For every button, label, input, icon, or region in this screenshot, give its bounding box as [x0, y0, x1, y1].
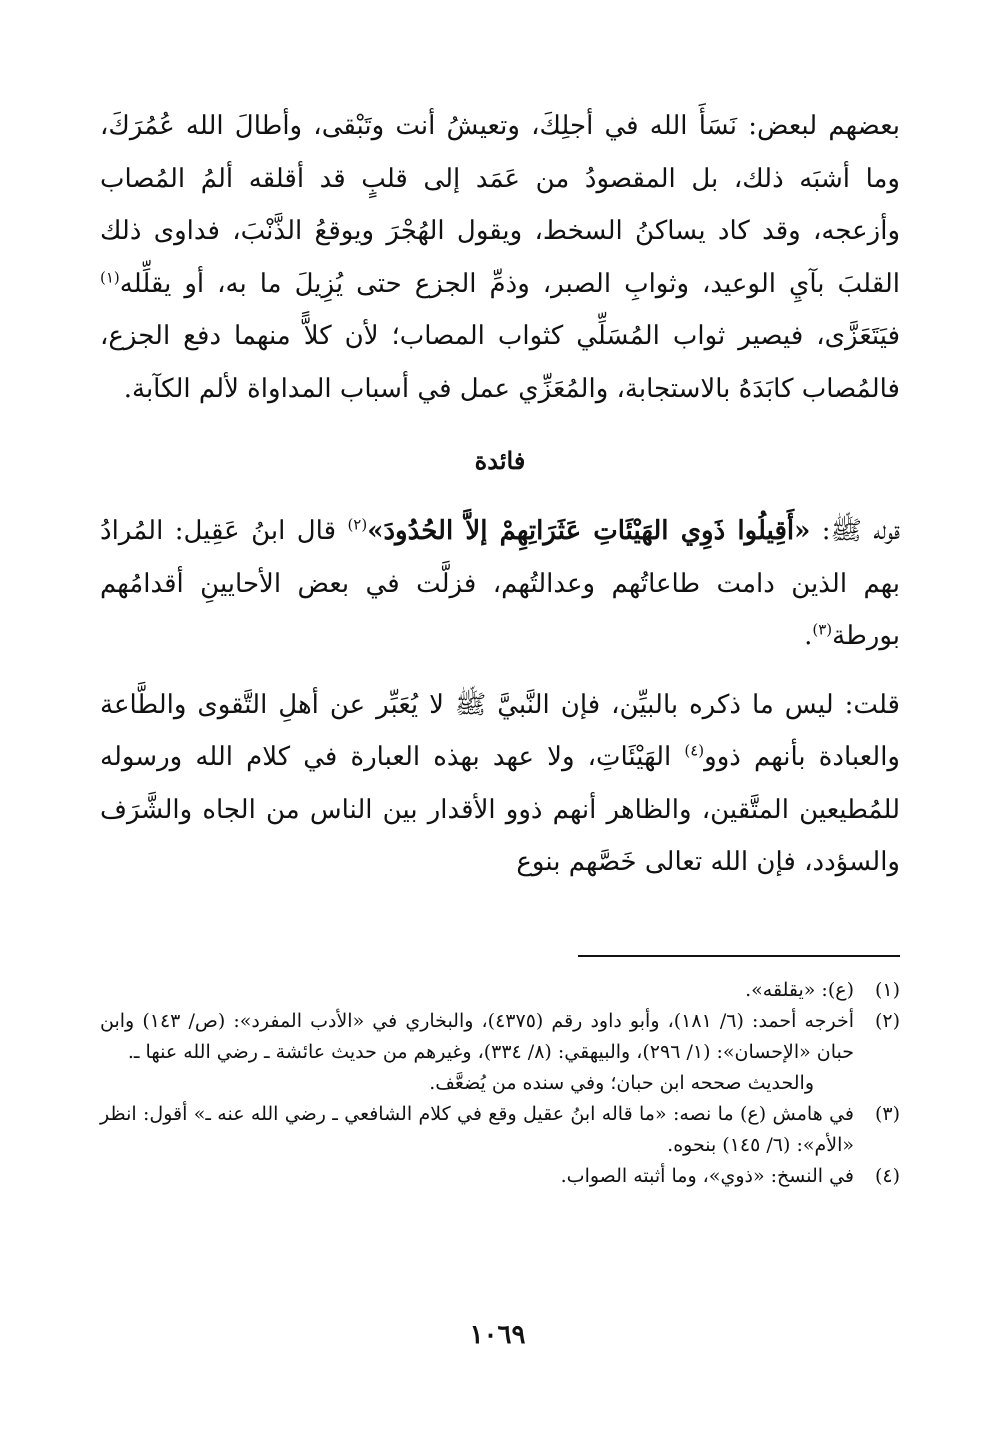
footnote-text	[100, 1161, 854, 1192]
paragraph-2-tail: قال ابنُ عَقِيل: المُرادُ بهم الذين دامت طاعاتُهم وعدالتُهم، فزلَّت في بعض الأحايينِ أقدامُهم بورطة	[100, 516, 900, 651]
paragraph-2	[100, 505, 900, 663]
footnote-number: (٣)	[874, 1103, 900, 1125]
footnote-ref-3[interactable]: (٣)	[812, 620, 833, 639]
footnote-number: (١)	[874, 979, 900, 1001]
body-text	[100, 100, 900, 889]
paragraph-3-tail: الهَيْئَاتِ، ولا عهد بهذه العبارة في كلام الله ورسوله للمُطيعين المتَّقين، والظاهر أنهم ذوو الأقدار بين الناس من الجاه والشَّرَف والسؤدد، فإن الله تعالى خَصَّهم بنوع	[100, 742, 900, 877]
footnote-number: (٢)	[874, 1010, 900, 1032]
paragraph-2-intro: قوله ﷺ:	[810, 516, 900, 546]
footnote-line: (ع): «يقلقه».	[745, 979, 854, 1001]
footnote-text	[100, 1006, 854, 1099]
paragraph-1-tail: فيَتَعَزَّى، فيصير ثواب المُسَلِّي كثواب المصاب؛ لأن كلاًّ منهما دفع الجزع، فالمُصاب كابَدَهُ بالاستجابة، والمُعَزِّي عمل في أسباب المداواة لألم الكآبة.	[100, 321, 900, 404]
footnote-separator	[578, 955, 900, 957]
footnote-line: في هامش (ع) ما نصه: «ما قاله ابنُ عقيل وقع في كلام الشافعي ـ رضي الله عنه ـ» أقول: انظر «الأم»: (٦/ ١٤٥) بنحوه.	[100, 1103, 854, 1156]
footnote-ref-2[interactable]: (٢)	[347, 515, 368, 534]
footnote-2	[100, 1006, 900, 1099]
paragraph-2-end: .	[804, 621, 813, 651]
paragraph-3-text: قلت: ليس ما ذكره بالبيِّن، فإن النَّبيَّ ﷺ لا يُعَبِّر عن أهلِ التَّقوى والطَّاعة والعبادة بأنهم ذوو	[100, 689, 900, 772]
footnote-line: في النسخ: «ذوي»، وما أثبته الصواب.	[560, 1165, 854, 1187]
section-heading: فائدة	[474, 446, 526, 475]
paragraph-3	[100, 679, 900, 889]
footnote-text	[100, 1099, 854, 1161]
main-text	[100, 100, 900, 889]
footnotes	[100, 975, 900, 1192]
footnote-ref-1[interactable]: (١)	[100, 267, 120, 286]
footnote-text	[100, 975, 854, 1006]
footnote-1	[100, 975, 900, 1006]
page-number: ١٠٦٩	[469, 1320, 526, 1350]
footnote-line: أخرجه أحمد: (٦/ ١٨١)، وأبو داود رقم (٤٣٧٥)، والبخاري في «الأدب المفرد»: (ص/ ١٤٣) وابن حبان «الإحسان»: (١/ ٢٩٦)، والبيهقي: (٨/ ٣٣٤)، وغيرهم من حديث عائشة ـ رضي الله عنها ـ.	[100, 1010, 854, 1063]
hadith-quote: «أَقِيلُوا ذَوِي الهَيْئَاتِ عَثَرَاتِهِمْ إلاَّ الحُدُودَ»	[367, 516, 811, 546]
paragraph-gap	[100, 663, 900, 679]
footnote-extra-line: والحديث صححه ابن حبان؛ وفي سنده من يُضعَّف.	[429, 1072, 814, 1094]
paragraph-1-text: بعضهم لبعض: نَسَأَ الله في أجلِكَ، وتعيشُ أنت وتَبْقى، وأطالَ الله عُمُرَكَ، وما أشبَه ذلك، بل المقصودُ من عَمَد إلى قلبٍ قد أقلقه ألمُ المُصاب وأزعجه، وقد كاد يساكنُ السخط، ويقول الهُجْرَ ويوقعُ الذَّنْبَ، فداوى ذلك القلبَ بآيِ الوعيد، وثوابِ الصبر، وذمِّ الجزع حتى يُزِيلَ ما به، أو يقلِّله	[100, 111, 900, 299]
footnote-3	[100, 1099, 900, 1161]
footnote-4	[100, 1161, 900, 1192]
footnote-ref-4[interactable]: (٤)	[684, 741, 705, 760]
paragraph-1	[100, 100, 900, 415]
footnote-number: (٤)	[874, 1165, 900, 1187]
